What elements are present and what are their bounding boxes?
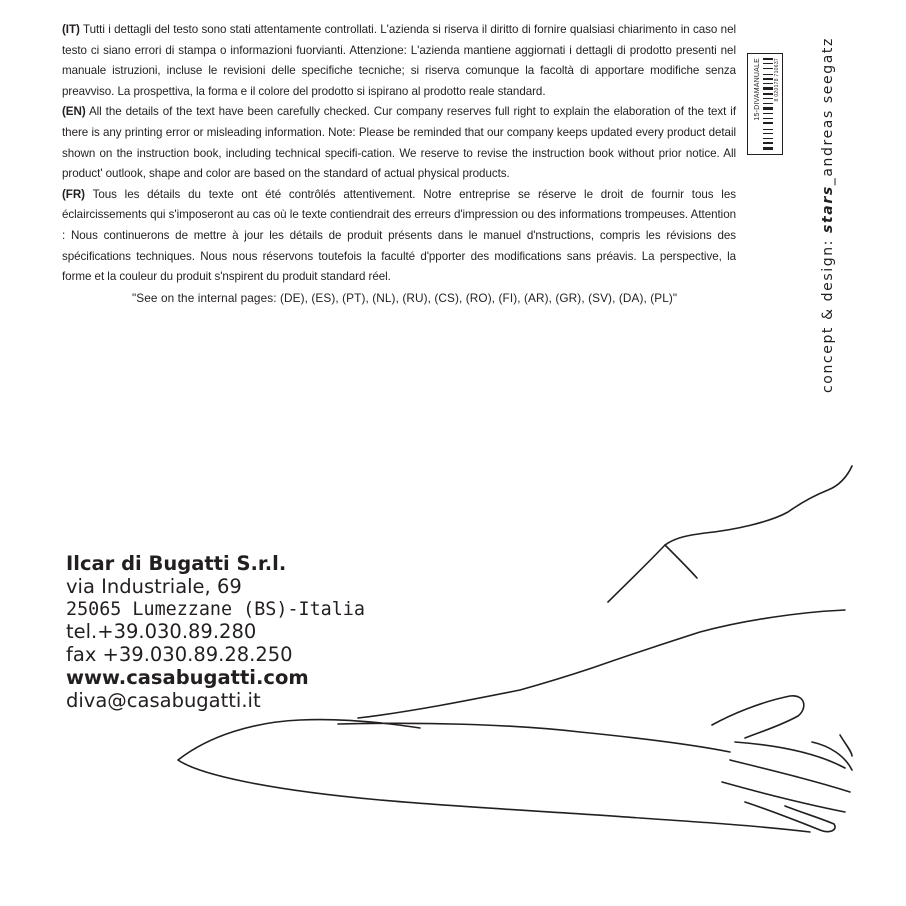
arm-bottom-curve (178, 719, 810, 832)
internal-pages-note: "See on the internal pages: (DE), (ES), (PT), (NL), (RU), (CS), (RO), (FI), (AR), (GR), (SV), (DA), (PL)" (132, 290, 678, 305)
credit-prefix: concept & design: (820, 239, 836, 393)
arm-fold-line (665, 545, 697, 578)
barcode-digits: 8 020178 710637 (774, 58, 780, 102)
finger-2 (730, 760, 850, 792)
thumb (812, 735, 852, 770)
forearm-edge (358, 610, 845, 718)
lower-arm-outline (338, 723, 730, 752)
disclaimer-fr-text: Tous les détails du texte ont été contrôlés attentivement. Notre entreprise se réserve le droit de fournir tous les éclaircissements qui s'imposeront au cas où le texte contiendrait des erreurs d'impression ou des informations trompeuses. Attention : Nous continuerons de mettre à jour les détails de produit présents dans le manuel d'nstructions, compris les révisions des spécifications techniques. Nous nous réservons toutefois la faculté d'pporter des modifications sans préavis. La perspective, la forme et la couleur du produit s'nspirent du produit standard réel. (62, 187, 736, 284)
finger-1 (735, 742, 845, 768)
lang-tag-fr: (FR) (62, 187, 85, 201)
credit-brand: stars (820, 185, 836, 233)
product-code: 15-DIVAMANUALE (754, 58, 761, 121)
credit-designer: _andreas seegatz (820, 37, 836, 186)
address-street: via Industriale, 69 (66, 574, 242, 598)
lang-tag-en: (EN) (62, 105, 86, 119)
address-tel: tel.+39.030.89.280 (66, 620, 257, 644)
company-address (66, 553, 365, 713)
disclaimer-it-text: Tutti i dettagli del testo sono stati attentamente controllati. L'azienda si riserva il diritto di fornire qualsiasi chiarimento in caso nel testo ci siano errori di stampa o informazioni fuorvianti. Attenzione: L'azienda mantiene aggiornati i dettagli di prodotto presenti nel manuale istruzioni, incluse le revisioni delle specifiche tecniche; si riserva comunque la facoltà di apportare modifiche senza preavviso. La prospettiva, la forma e il colore del prodotto si ispirano al prodotto reale standard. (62, 23, 736, 98)
address-fax: fax +39.030.89.28.250 (66, 643, 293, 667)
email-link[interactable]: diva@casabugatti.it (66, 688, 261, 712)
company-name: Ilcar di Bugatti S.r.l. (66, 552, 287, 575)
finger-3 (722, 782, 845, 812)
hand-outline (712, 696, 804, 738)
address-city: 25065 Lumezzane (BS)-Italia (66, 598, 365, 620)
arm-upper-contour (608, 466, 852, 602)
lang-tag-it: (IT) (62, 23, 80, 36)
website-link[interactable]: www.casabugatti.com (66, 665, 309, 689)
disclaimer-en-text: All the details of the text have been carefully checked. Cur company reserves full right to explain the elaboration of the text if there is any printing error or misleading information. Note: Please be reminded that our company keeps updated every product detail shown on the instruction book, including technical specifi-cation. We reserve to revise the instruction book without prior notice. All product' outlook, shape and color are based on the standard of actual physical products. (62, 105, 736, 181)
